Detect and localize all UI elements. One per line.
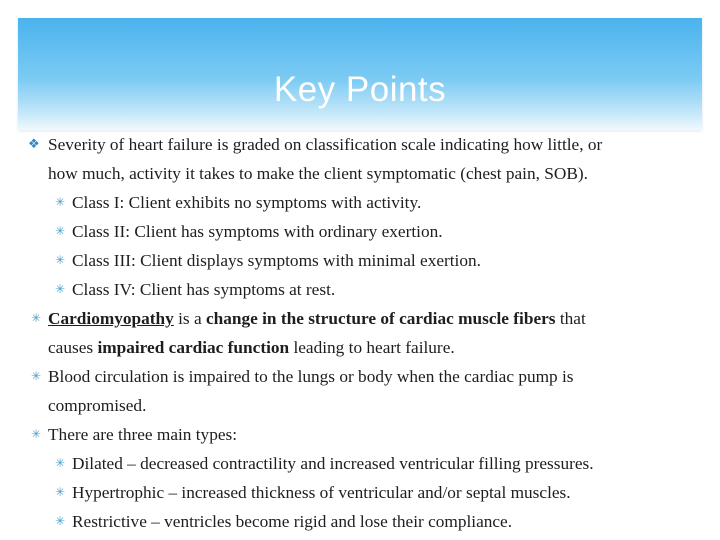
text-run: leading to heart failure. <box>289 338 455 357</box>
item-text-line <box>48 333 700 362</box>
sub-item-class-3 <box>0 246 720 275</box>
sub-item-class-2 <box>0 217 720 246</box>
sub-item-text: Dilated – decreased contractility and increased ventricular filling pressures. <box>72 454 594 473</box>
sub-item-text: Class II: Client has symptoms with ordinary exertion. <box>72 222 443 241</box>
sub-item-hypertrophic <box>0 478 720 507</box>
asterisk-bullet-icon: ✳ <box>55 514 66 528</box>
asterisk-bullet-icon: ✳ <box>55 224 66 238</box>
text-run: is a <box>173 309 206 328</box>
asterisk-bullet-icon: ✳ <box>31 369 42 383</box>
slide-title: Key Points <box>273 70 447 109</box>
bullet-item-types <box>0 420 720 449</box>
item-text-line: how much, activity it takes to make the client symptomatic (chest pain, SOB). <box>48 164 588 183</box>
asterisk-bullet-icon: ✳ <box>31 311 42 325</box>
asterisk-bullet-icon: ✳ <box>55 253 66 267</box>
bullet-item-severity <box>0 130 720 188</box>
bullet-item-cardiomyopathy <box>0 304 720 362</box>
asterisk-bullet-icon: ✳ <box>31 427 42 441</box>
sub-item-text: Class III: Client displays symptoms with minimal exertion. <box>72 251 481 270</box>
emphasis-run: impaired cardiac function <box>97 338 290 357</box>
asterisk-bullet-icon: ✳ <box>55 282 66 296</box>
item-text-line: compromised. <box>48 396 147 415</box>
slide-content <box>0 130 720 536</box>
item-text-line <box>48 304 700 333</box>
sub-item-restrictive <box>0 507 720 536</box>
emphasis-run: change in the structure of cardiac muscle fibers <box>205 309 556 328</box>
diamond-bullet-icon: ❖ <box>28 137 40 152</box>
asterisk-bullet-icon: ✳ <box>55 456 66 470</box>
term-cardiomyopathy: Cardiomyopathy <box>48 309 174 328</box>
asterisk-bullet-icon: ✳ <box>55 485 66 499</box>
sub-item-class-1 <box>0 188 720 217</box>
sub-item-dilated <box>0 449 720 478</box>
bullet-item-circulation <box>0 362 720 420</box>
sub-item-class-4 <box>0 275 720 304</box>
asterisk-bullet-icon: ✳ <box>55 195 66 209</box>
sub-item-text: Restrictive – ventricles become rigid and lose their compliance. <box>72 512 513 531</box>
sub-item-text: Hypertrophic – increased thickness of ventricular and/or septal muscles. <box>72 483 571 502</box>
sub-item-text: Class I: Client exhibits no symptoms with activity. <box>72 193 422 212</box>
title-band <box>18 18 702 130</box>
item-text-line: There are three main types: <box>48 425 238 444</box>
item-text-line: Blood circulation is impaired to the lungs or body when the cardiac pump is <box>48 367 574 386</box>
text-run: causes <box>48 338 98 357</box>
text-run: that <box>555 309 586 328</box>
item-text-line: Severity of heart failure is graded on classification scale indicating how little, or <box>48 135 603 154</box>
sub-item-text: Class IV: Client has symptoms at rest. <box>72 280 336 299</box>
